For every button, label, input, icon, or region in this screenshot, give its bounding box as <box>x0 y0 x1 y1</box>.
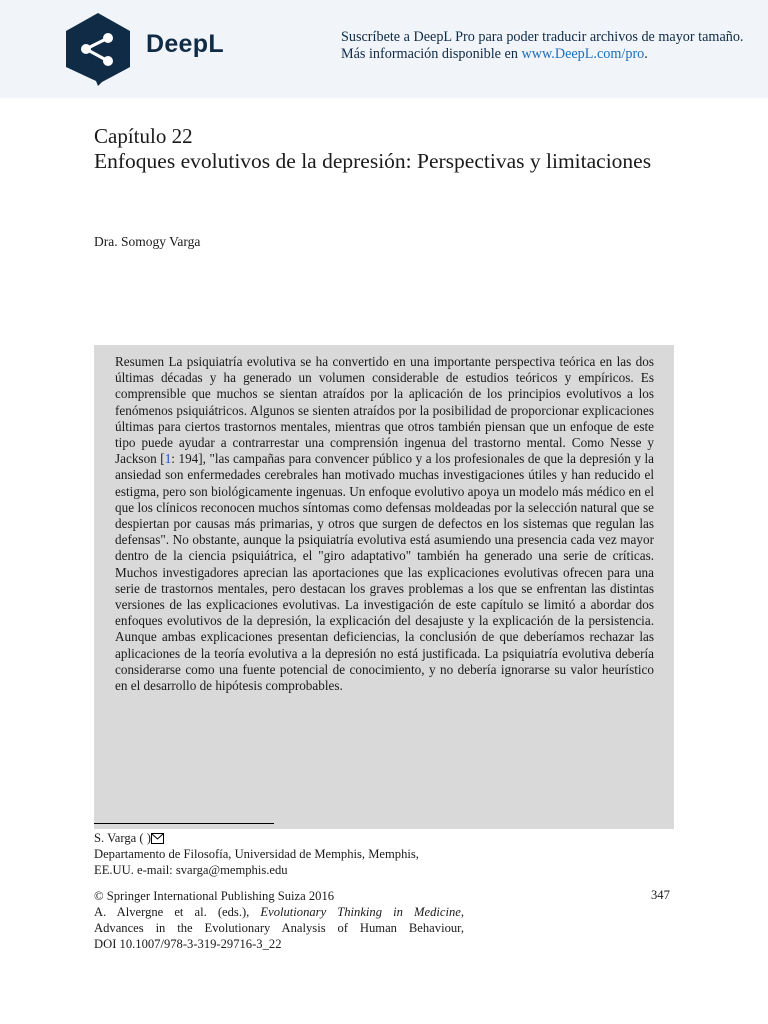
affiliation-name-line <box>94 830 419 846</box>
book-editors: A. Alvergne et al. (eds.), <box>94 905 261 919</box>
chapter-title: Enfoques evolutivos de la depresión: Perspectivas y limitaciones <box>94 149 652 173</box>
affiliation-email: EE.UU. e-mail: svarga@memphis.edu <box>94 863 288 877</box>
footnote-rule <box>94 823 274 824</box>
page-number: 347 <box>651 888 670 902</box>
promo-line-2-prefix: Más información disponible en <box>341 46 522 62</box>
book-title-suffix: , <box>460 905 464 919</box>
promo-line-2 <box>341 46 743 63</box>
deepl-logo-icon <box>62 11 134 87</box>
book-title: Evolutionary Thinking in Medicine <box>260 905 461 919</box>
deepl-wordmark: DeepL <box>146 30 224 58</box>
promo-line-1: Suscríbete a DeepL Pro para poder traducir archivos de mayor tamaño. <box>341 29 744 45</box>
book-editors-title <box>94 904 464 920</box>
abstract-text <box>115 354 654 694</box>
book-citation <box>94 904 464 952</box>
abstract-part-2: : 194], "las campañas para convencer público y a los profesionales de que la depresión y la ansiedad son enfermedades cerebrales han motivado muchas investigaciones útiles y han reducido el estigma, pero son biológicamente ingenuas. Un enfoque evolutivo apoya un modelo más médico en el que los clínicos reconocen muchos síntomas como defensas moldeadas por la selección natural que se despiertan por causas más primarias, y otros que surgen de defectos en los sistemas que regulan las defensas". No obstante, aunque la psiquiatría evolutiva está asumiendo una presencia cada vez mayor dentro de la ciencia psiquiátrica, el "giro adaptativo" también ha generado una serie de críticas. Muchos investigadores aprecian las aportaciones que las explicaciones evolutivas ofrecen para una serie de trastornos mentales, pero destacan los graves problemas a los que se enfrentan las distintas versiones de las explicaciones evolutivas. La investigación de este capítulo se limitó a abordar dos enfoques evolutivos de la depresión, la explicación del desajuste y la explicación de la persistencia. Aunque ambas explicaciones presentan deficiencias, la conclusión de que deberíamos rechazar las aplicaciones de la teoría evolutiva a la depresión no está justificada. La psiquiatría evolutiva debería considerarse como una fuente potencial de conocimiento, y no debería ignorarse su valor heurístico en el desarrollo de hipótesis comprobables. <box>115 451 654 694</box>
deepl-banner <box>0 0 768 98</box>
copyright-line: © Springer International Publishing Suiza 2016 <box>94 889 335 903</box>
book-series: Advances in the Evolutionary Analysis of Human Behaviour, <box>94 921 464 935</box>
author-affiliation <box>94 830 419 878</box>
deepl-pro-link[interactable]: www.DeepL.com/pro <box>521 46 645 62</box>
abstract-part-1: Resumen La psiquiatría evolutiva se ha convertido en una importante perspectiva teórica en las dos últimas décadas y ha generado un volumen considerable de estudios teóricos y empíricos. Es comprensible que muchos se sientan atraídos por la aplicación de los principios evolutivos a los fenómenos psiquiátricos. Algunos se sienten atraídos por la posibilidad de proporcionar explicaciones últimas para ciertos trastornos mentales, mientras que otros también piensan que un enfoque de este tipo puede ayudar a contrarrestar una comprensión ingenua del trastorno mental. Como Nesse y Jackson [ <box>115 354 654 467</box>
book-doi: DOI 10.1007/978-3-319-29716-3_22 <box>94 937 282 951</box>
promo-line-2-suffix: . <box>644 46 648 62</box>
author-short-name: S. Varga ( ) <box>94 831 151 845</box>
citation-link[interactable]: 1 <box>164 451 172 467</box>
envelope-icon[interactable] <box>151 833 164 844</box>
deepl-promo <box>341 29 743 63</box>
chapter-author: Dra. Somogy Varga <box>94 234 201 249</box>
affiliation-department: Departamento de Filosofía, Universidad de Memphis, Memphis, <box>94 847 419 861</box>
abstract-box <box>94 345 674 829</box>
chapter-number: Capítulo 22 <box>94 124 193 148</box>
